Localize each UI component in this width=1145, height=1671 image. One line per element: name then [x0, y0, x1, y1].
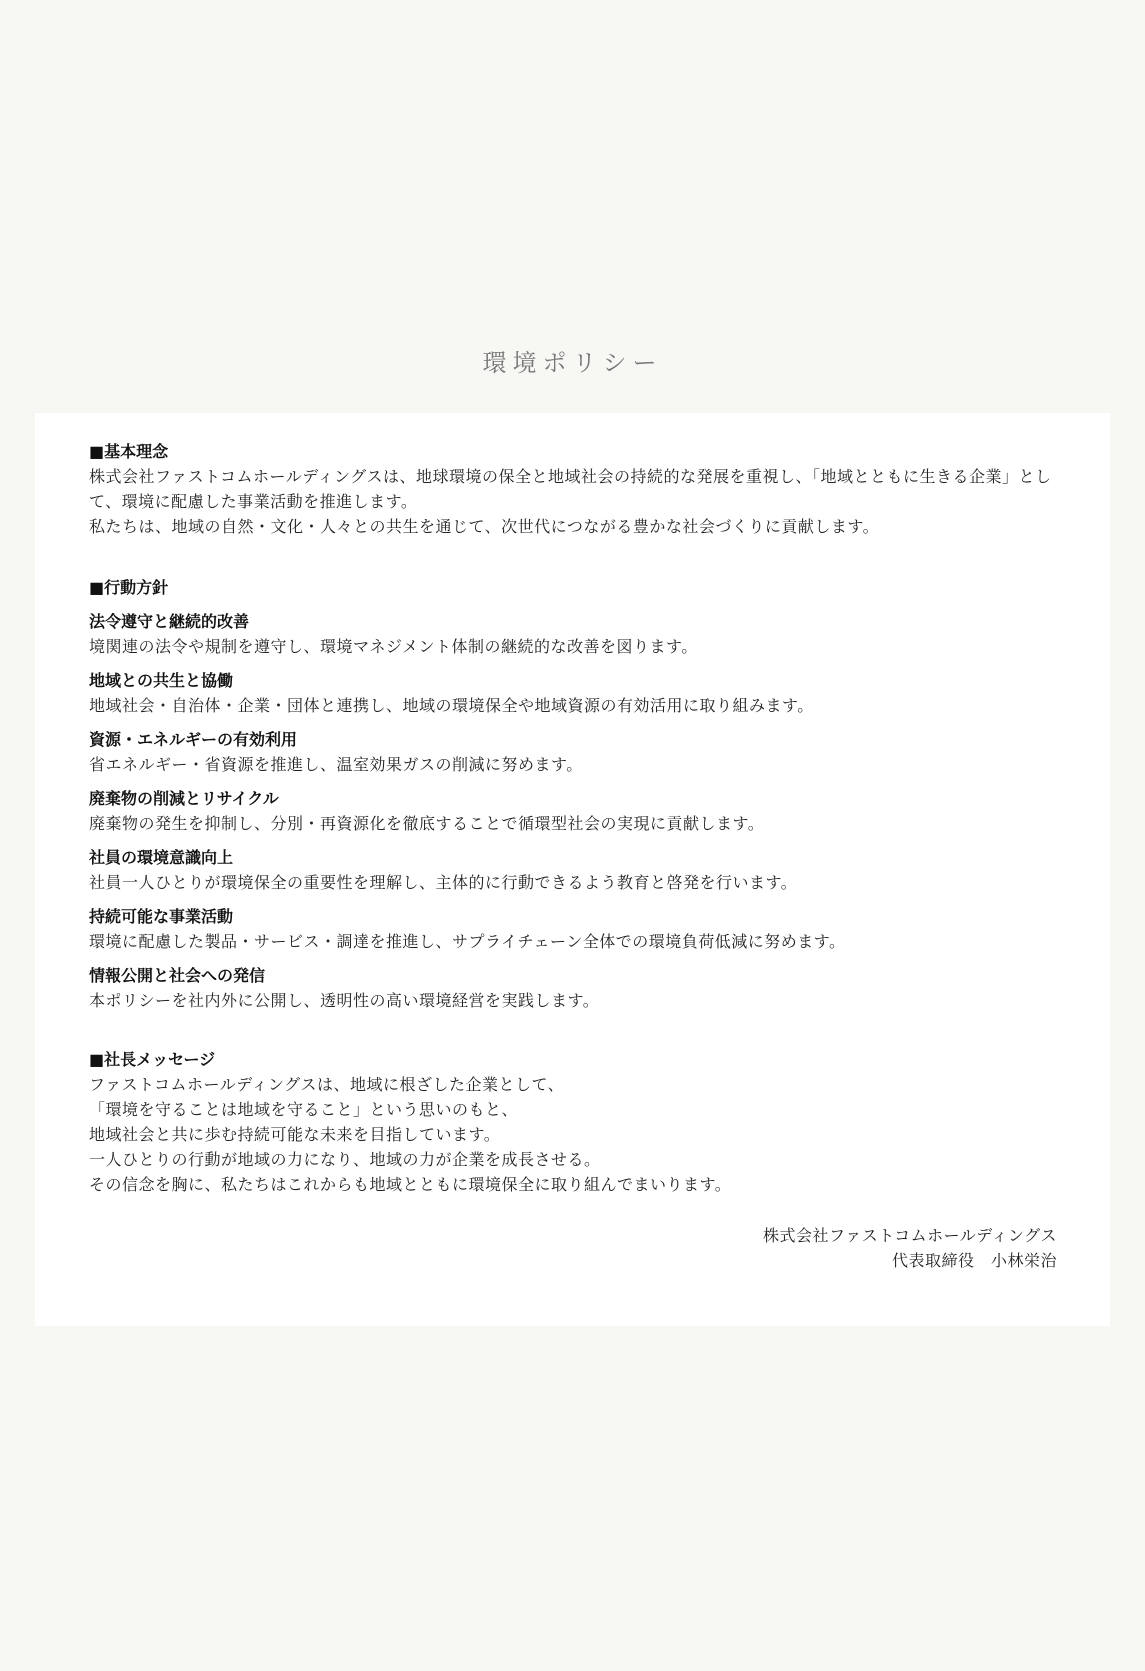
policy-item	[89, 904, 1057, 954]
policy-item-title: 持続可能な事業活動	[89, 907, 234, 926]
policy-item-title: 資源・エネルギーの有効利用	[89, 730, 298, 749]
signature-representative: 代表取締役 小林栄治	[891, 1251, 1057, 1270]
policy-item-title: 廃棄物の削減とリサイクル	[89, 789, 279, 808]
policy-item-body: 環境に配慮した製品・サービス・調達を推進し、サプライチェーン全体での環境負荷低減に努めます。	[89, 932, 846, 951]
basic-philosophy-heading: ■基本理念	[89, 442, 169, 461]
policy-item	[89, 609, 1057, 659]
message-line: ファストコムホールディングスは、地域に根ざした企業として、	[89, 1075, 565, 1094]
president-message-section	[89, 1047, 1057, 1197]
policy-item	[89, 845, 1057, 895]
president-message-heading: ■社長メッセージ	[89, 1050, 216, 1069]
message-line: 一人ひとりの行動が地域の力になり、地域の力が企業を成長させる。	[89, 1150, 601, 1169]
signature-company: 株式会社ファストコムホールディングス	[763, 1226, 1057, 1245]
policy-item	[89, 963, 1057, 1013]
action-policy-section	[89, 575, 1057, 1013]
policy-item-title: 法令遵守と継続的改善	[89, 612, 250, 631]
basic-philosophy-paragraph: 私たちは、地域の自然・文化・人々との共生を通じて、次世代につながる豊かな社会づくりに貢献します。	[89, 517, 880, 536]
action-policy-heading: ■行動方針	[89, 578, 169, 597]
signature-block	[89, 1223, 1057, 1273]
page-title: 環境ポリシー	[482, 349, 663, 377]
policy-item-body: 社員一人ひとりが環境保全の重要性を理解し、主体的に行動できるよう教育と啓発を行います。	[89, 873, 798, 892]
policy-item-body: 廃棄物の発生を抑制し、分別・再資源化を徹底することで循環型社会の実現に貢献します。	[89, 814, 765, 833]
policy-item-body: 境関連の法令や規制を遵守し、環境マネジメント体制の継続的な改善を図ります。	[89, 637, 698, 656]
policy-item-body: 地域社会・自治体・企業・団体と連携し、地域の環境保全や地域資源の有効活用に取り組みます。	[89, 696, 814, 715]
policy-item	[89, 786, 1057, 836]
message-line: その信念を胸に、私たちはこれからも地域とともに環境保全に取り組んでまいります。	[89, 1175, 732, 1194]
policy-item	[89, 727, 1057, 777]
policy-item	[89, 668, 1057, 718]
policy-item-title: 地域との共生と協働	[89, 671, 234, 690]
message-line: 地域社会と共に歩む持続可能な未来を目指しています。	[89, 1125, 501, 1144]
message-line: 「環境を守ることは地域を守ること」という思いのもと、	[89, 1100, 519, 1119]
policy-item-title: 情報公開と社会への発信	[89, 966, 266, 985]
basic-philosophy-paragraph: 株式会社ファストコムホールディングスは、地球環境の保全と地域社会の持続的な発展を重視し、「地域とともに生きる企業」として、環境に配慮した事業活動を推進します。	[89, 467, 1052, 511]
policy-item-body: 本ポリシーを社内外に公開し、透明性の高い環境経営を実践します。	[89, 991, 600, 1010]
policy-card	[35, 413, 1110, 1326]
policy-item-body: 省エネルギー・省資源を推進し、温室効果ガスの削減に努めます。	[89, 755, 583, 774]
policy-item-title: 社員の環境意識向上	[89, 848, 234, 867]
basic-philosophy-section	[89, 439, 1057, 539]
